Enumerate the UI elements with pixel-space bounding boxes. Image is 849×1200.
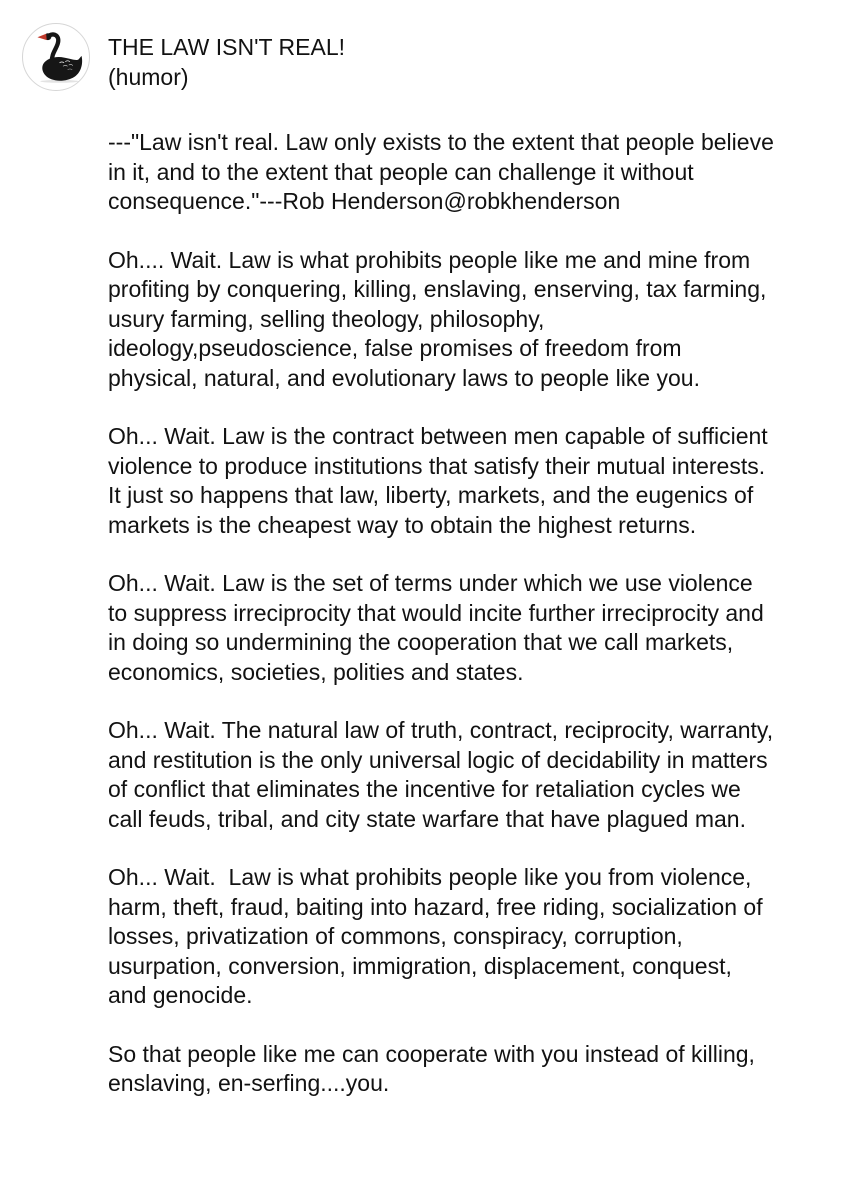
title-block (108, 20, 345, 92)
post-header (22, 20, 825, 92)
avatar[interactable] (22, 23, 90, 91)
post-paragraph: Oh... Wait. Law is the set of terms under which we use violence to suppress irreciprocity that would incite further irreciprocity and in doing so undermining the cooperation that we call markets, economics, societies, polities and states. (108, 570, 771, 685)
post-paragraph: Oh.... Wait. Law is what prohibits people like me and mine from profiting by conquering, killing, enslaving, enserving, tax farming, usury farming, selling theology, philosophy, ideology,pseudoscience, false promises of freedom from physical, natural, and evolutionary laws to people like you. (108, 246, 773, 391)
post-subtitle: (humor) (108, 64, 189, 90)
post-paragraph: Oh... Wait. Law is the contract between men capable of sufficient violence to produce institutions that satisfy their mutual interests. It just so happens that law, liberty, markets, and the eugenics of markets is the cheapest way to obtain the highest returns. (108, 423, 775, 538)
post-paragraph: Oh... Wait. Law is what prohibits people like you from violence, harm, theft, fraud, baiting into hazard, free riding, socialization of losses, privatization of commons, conspiracy, corruption, usurpation, conversion, immigration, displacement, conquest, and genocide. (108, 864, 769, 1008)
post-body (108, 128, 781, 1099)
post-paragraph: Oh... Wait. The natural law of truth, contract, reciprocity, warranty, and restitution is the only universal logic of decidability in matters of conflict that eliminates the incentive for retaliation cycles we call feuds, tribal, and city state warfare that have plagued man. (108, 717, 780, 832)
post-title: THE LAW ISN'T REAL! (108, 34, 345, 60)
black-swan-icon (27, 28, 85, 86)
post-paragraph-closing: So that people like me can cooperate with you instead of killing, enslaving, en-serfing....you. (108, 1040, 762, 1096)
post-paragraph-quote: ---"Law isn't real. Law only exists to the extent that people believe in it, and to the extent that people can challenge it without consequence."---Rob Henderson@robkhenderson (108, 129, 781, 214)
